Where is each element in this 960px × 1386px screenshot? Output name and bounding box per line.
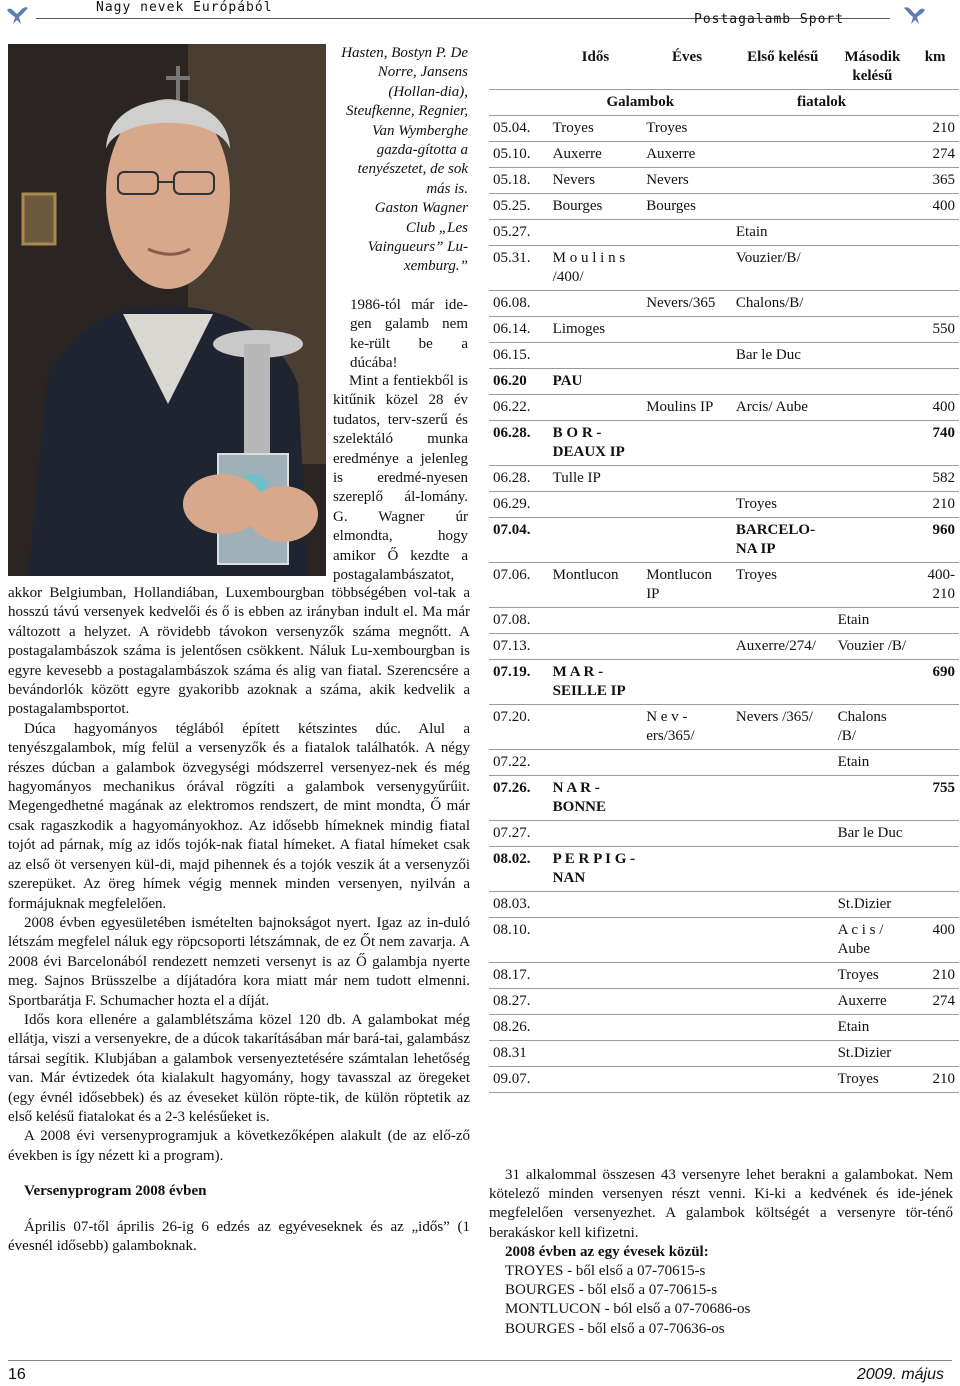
cell-km: [911, 750, 959, 776]
cell-year: [642, 1041, 732, 1067]
cell-km: 400: [911, 194, 959, 220]
cell-year: Troyes: [642, 116, 732, 142]
cell-first: Bar le Duc: [732, 343, 834, 369]
cell-second: [834, 168, 912, 194]
cell-km: 400: [911, 918, 959, 963]
cell-second: St.Dizier: [834, 1041, 912, 1067]
cell-first: [732, 750, 834, 776]
footer-divider: [8, 1360, 952, 1361]
cell-km: [911, 246, 959, 291]
table-row: [489, 989, 959, 1015]
cell-date: 05.31.: [489, 246, 549, 291]
cell-date: 08.17.: [489, 963, 549, 989]
cell-old: Montlucon: [549, 563, 643, 608]
cell-old: [549, 1041, 643, 1067]
body-paragraph: Dúca hagyományos téglából épített kétszintes dúc. Alul a tenyészgalambok, míg felül a versenyzők és a fiatalok találhatók. A négy részes dúcban a galambok özvegységi módszerrel versenyez-nek és még hagyományos mechanikus órával rögzíti a galambok versenygyűrűit. Megengedhetné magának az elektromos rendszert, de mint mondta, Ő már csak ragaszkodik a hagyományokhoz. Az idősebb hímeknek mindig fiatal tojót ad párnak, míg az idős tojók-nak fiatal hímeket. A fiatal hímeket csak az első öt versenyen kül-di, majd pihennek és a tojók veszik át a versenyzői szerepüket. Az öreg hímek végig mennek minden versenyen, nyilván a formájuknak megfelelően.: [8, 720, 470, 912]
sidebar-paragraph: Mint a fentiekből is kitűnik közel 28 év tudatos, terv-szerű és szelektáló munka eredménye a jelenleg is eredmé-nyesen szereplő ál-lomány. G. Wagner úr elmondta, hogy amikor Ő kezdte a postagalambászatot,: [333, 373, 468, 584]
sidebar-italic-paragraph: Gaston Wagner Club „Les Vaingueurs” Lu-xemburg.”: [367, 200, 468, 275]
cell-second: Etain: [834, 608, 912, 634]
list-item: BOURGES - ből első a 07-70636-os: [505, 1320, 725, 1337]
cell-first: [732, 116, 834, 142]
cell-date: 06.28.: [489, 421, 549, 466]
cell-km: [911, 705, 959, 750]
sidebar-text-2: [333, 372, 468, 585]
article-body: [8, 584, 470, 1256]
cell-old: [549, 989, 643, 1015]
cell-km: 582: [911, 466, 959, 492]
table-row: [489, 963, 959, 989]
cell-old: [549, 821, 643, 847]
table-subheader-row: [489, 90, 959, 116]
col-yearling: Éves: [642, 45, 732, 90]
cell-year: [642, 989, 732, 1015]
cell-year: [642, 963, 732, 989]
cell-old: N A R - BONNE: [549, 776, 643, 821]
cell-km: 210: [911, 116, 959, 142]
cell-year: Moulins IP: [642, 395, 732, 421]
cell-year: [642, 821, 732, 847]
table-row: [489, 369, 959, 395]
cell-date: 08.31: [489, 1041, 549, 1067]
cell-km: 274: [911, 989, 959, 1015]
cell-second: [834, 246, 912, 291]
table-row: [489, 421, 959, 466]
cell-date: 08.02.: [489, 847, 549, 892]
table-row: [489, 563, 959, 608]
cell-date: 06.08.: [489, 291, 549, 317]
cell-second: Troyes: [834, 1067, 912, 1093]
cell-km: [911, 821, 959, 847]
cell-year: [642, 317, 732, 343]
table-row: [489, 246, 959, 291]
cell-old: [549, 291, 643, 317]
cell-second: [834, 291, 912, 317]
cell-km: [911, 1041, 959, 1067]
cell-year: [642, 918, 732, 963]
cell-first: Chalons/B/: [732, 291, 834, 317]
cell-old: [549, 492, 643, 518]
table-row: [489, 168, 959, 194]
cell-second: A c i s / Aube: [834, 918, 912, 963]
cell-date: 05.27.: [489, 220, 549, 246]
cell-second: [834, 395, 912, 421]
table-row: [489, 634, 959, 660]
cell-km: [911, 369, 959, 395]
cell-km: 960: [911, 518, 959, 563]
cell-year: [642, 466, 732, 492]
body-paragraph: Idős kora ellenére a galamblétszáma közel 120 db. A galambokat még ellátja, viszi a versenyekre, de a dúcok takarításában már bará-tai, galambász társai segítik. Klubjában a galambok versenyeztetésére számtalan lehetőség van. Már évtizedek óta kialakult hagyomány, hogy tavasszal az öregeket (egy évnél idősebbek) és az éveseket külön röpte-tik, de külön röptetik az első kelésű fiatalokat és a 2-3 kelésűeket is.: [8, 1011, 470, 1125]
cell-year: [642, 343, 732, 369]
list-item: TROYES - ből első a 07-70615-s: [505, 1263, 706, 1280]
table-row: [489, 1041, 959, 1067]
cell-year: [642, 776, 732, 821]
cell-year: [642, 892, 732, 918]
cell-date: 07.04.: [489, 518, 549, 563]
cell-first: [732, 892, 834, 918]
cell-old: [549, 1015, 643, 1041]
cell-second: [834, 343, 912, 369]
winners-list: [489, 1243, 953, 1339]
cell-date: 05.18.: [489, 168, 549, 194]
table-row: [489, 194, 959, 220]
cell-km: [911, 634, 959, 660]
table-row: [489, 847, 959, 892]
summary-paragraph: 31 alkalommal összesen 43 versenyre lehet berakni a galambokat. Nem kötelező minden versenyen részt venni. Ki-ki a kedvének és ide-jének megfelelően versenyezhet. A galambok költségét a versenyre tör-ténő berakáskor kell kifizetni.: [489, 1167, 953, 1241]
cell-old: Nevers: [549, 168, 643, 194]
cell-second: [834, 317, 912, 343]
cell-second: [834, 776, 912, 821]
cell-date: 08.27.: [489, 989, 549, 1015]
cell-second: [834, 518, 912, 563]
cell-first: [732, 847, 834, 892]
cell-date: 07.26.: [489, 776, 549, 821]
cell-old: P E R P I G - NAN: [549, 847, 643, 892]
cell-date: 05.04.: [489, 116, 549, 142]
table-header-row: [489, 45, 959, 90]
cell-first: Troyes: [732, 492, 834, 518]
table-row: [489, 317, 959, 343]
cell-year: [642, 660, 732, 705]
cell-first: [732, 821, 834, 847]
cell-old: B O R - DEAUX IP: [549, 421, 643, 466]
cell-date: 05.10.: [489, 142, 549, 168]
table-row: [489, 750, 959, 776]
cell-year: Auxerre: [642, 142, 732, 168]
table-row: [489, 142, 959, 168]
cell-old: [549, 750, 643, 776]
table-row: [489, 466, 959, 492]
cell-old: [549, 220, 643, 246]
cell-old: [549, 608, 643, 634]
cell-first: [732, 1041, 834, 1067]
cell-first: [732, 776, 834, 821]
cell-first: [732, 660, 834, 705]
cell-year: [642, 634, 732, 660]
cell-date: 07.13.: [489, 634, 549, 660]
cell-first: [732, 466, 834, 492]
body-paragraph: A 2008 évi versenyprogramjuk a következőképen alakult (de az elő-ző években is így nézett ki a program).: [8, 1128, 470, 1164]
col-second-round: Második kelésű: [834, 45, 912, 90]
list-item: MONTLUCON - ból első a 07-70686-os: [505, 1301, 751, 1318]
body-paragraph: akkor Belgiumban, Hollandiában, Luxembourgban többségében vol-tak a hosszú távú versenyek kedvelői és ő is ebben az irányban indult el. Ma már változott a helyzet. A rövidebb távokon versenyzők száma megnőtt. A postagalambászok száma is jelentősen csökkent. Náluk Lu-xembourgban is egyre kevesebb a postagalambászok száma és alig van fiatal. Szerencsére a bevándorlók között egyre gyakoribb azoknak a száma, akik kedvelik a postagalambsportot.: [8, 585, 470, 718]
cell-date: 07.22.: [489, 750, 549, 776]
subheader-pigeons: Galambok: [549, 90, 732, 116]
cell-year: [642, 847, 732, 892]
after-table-section: [489, 1166, 953, 1339]
cell-first: [732, 194, 834, 220]
cell-year: [642, 220, 732, 246]
cell-old: [549, 892, 643, 918]
cell-first: Etain: [732, 220, 834, 246]
cell-year: Nevers: [642, 168, 732, 194]
table-row: [489, 821, 959, 847]
cell-second: Auxerre: [834, 989, 912, 1015]
cell-first: Arcis/ Aube: [732, 395, 834, 421]
cell-date: 08.10.: [489, 918, 549, 963]
cell-date: 07.20.: [489, 705, 549, 750]
table-row: [489, 116, 959, 142]
cell-old: [549, 634, 643, 660]
table-row: [489, 705, 959, 750]
cell-km: [911, 343, 959, 369]
cell-date: 06.28.: [489, 466, 549, 492]
cell-second: [834, 369, 912, 395]
table-row: [489, 343, 959, 369]
cell-first: [732, 168, 834, 194]
cell-old: M A R - SEILLE IP: [549, 660, 643, 705]
cell-second: Etain: [834, 1015, 912, 1041]
cell-first: Nevers /365/: [732, 705, 834, 750]
cell-km: [911, 847, 959, 892]
cell-date: 06.20: [489, 369, 549, 395]
table-row: [489, 1015, 959, 1041]
cell-old: M o u l i n s /400/: [549, 246, 643, 291]
cell-date: 09.07.: [489, 1067, 549, 1093]
cell-old: [549, 518, 643, 563]
cell-date: 06.15.: [489, 343, 549, 369]
cell-year: [642, 1067, 732, 1093]
cell-second: Etain: [834, 750, 912, 776]
cell-second: [834, 142, 912, 168]
cell-first: [732, 142, 834, 168]
cell-first: [732, 1015, 834, 1041]
table-row: [489, 220, 959, 246]
cell-second: [834, 116, 912, 142]
cell-second: Chalons /B/: [834, 705, 912, 750]
table-row: [489, 1067, 959, 1093]
cell-second: St.Dizier: [834, 892, 912, 918]
list-item: BOURGES - ből első a 07-70615-s: [505, 1282, 718, 1299]
cell-km: 690: [911, 660, 959, 705]
cell-old: Bourges: [549, 194, 643, 220]
cell-year: [642, 608, 732, 634]
cell-date: 05.25.: [489, 194, 549, 220]
table-row: [489, 892, 959, 918]
cell-date: 07.19.: [489, 660, 549, 705]
cell-date: 06.29.: [489, 492, 549, 518]
sidebar-paragraph: 1986-tól már ide-gen galamb nem ke-rült be a dúcába!: [350, 297, 468, 372]
cell-year: [642, 750, 732, 776]
cell-old: PAU: [549, 369, 643, 395]
body-paragraph: 2008 évben egyesületében ismételten bajnokságot nyert. Igaz az in-duló létszám megfelel náluk egy röpcsoporti létszámnak, de ez Őt nem zavarja. A 2008 évi Barcelonából rendezett nemzeti versenyt is az Ő galambja nyerte meg. Sajnos Brüsszelbe a díjátadóra kora miatt már nem tudott elmenni. Sportbarátja F. Schumacher hozta el a díját.: [8, 914, 470, 1009]
cell-year: N e v - ers/365/: [642, 705, 732, 750]
page-number: 16: [8, 1366, 26, 1383]
cell-year: [642, 1015, 732, 1041]
cell-first: BARCELO-NA IP: [732, 518, 834, 563]
cell-km: [911, 608, 959, 634]
cell-km: 365: [911, 168, 959, 194]
breeder-photo: [8, 44, 326, 576]
cell-first: [732, 369, 834, 395]
cell-second: Vouzier /B/: [834, 634, 912, 660]
header-left-title: Nagy nevek Európából: [96, 0, 273, 15]
cell-old: [549, 918, 643, 963]
cell-second: [834, 660, 912, 705]
cell-old: [549, 395, 643, 421]
pigeon-icon: [902, 2, 928, 28]
race-schedule-table: [489, 45, 959, 1093]
cell-second: [834, 220, 912, 246]
table-body: [489, 116, 959, 1093]
sidebar-italic-text: [332, 44, 468, 277]
cell-date: 08.03.: [489, 892, 549, 918]
table-row: [489, 492, 959, 518]
cell-year: [642, 246, 732, 291]
cell-km: 755: [911, 776, 959, 821]
cell-date: 08.26.: [489, 1015, 549, 1041]
cell-old: [549, 963, 643, 989]
cell-date: 07.06.: [489, 563, 549, 608]
cell-year: [642, 518, 732, 563]
col-km: km: [911, 45, 959, 90]
winners-list-title: 2008 évben az egy évesek közül:: [505, 1243, 709, 1260]
cell-second: [834, 563, 912, 608]
cell-second: [834, 194, 912, 220]
cell-old: Limoges: [549, 317, 643, 343]
cell-first: [732, 608, 834, 634]
cell-first: [732, 963, 834, 989]
col-first-round: Első kelésű: [732, 45, 834, 90]
table-row: [489, 395, 959, 421]
issue-date: 2009. május: [856, 1366, 944, 1383]
table-row: [489, 776, 959, 821]
cell-km: 210: [911, 492, 959, 518]
cell-km: [911, 220, 959, 246]
cell-old: [549, 705, 643, 750]
cell-km: [911, 1015, 959, 1041]
cell-date: 07.27.: [489, 821, 549, 847]
table-row: [489, 291, 959, 317]
cell-old: Troyes: [549, 116, 643, 142]
cell-km: 400: [911, 395, 959, 421]
cell-km: 400-210: [911, 563, 959, 608]
cell-old: [549, 1067, 643, 1093]
program-text: Április 07-től április 26-ig 6 edzés az egyéveseknek és az „idős” (1 évesnél idősebb) galamboknak.: [8, 1218, 470, 1254]
cell-second: Troyes: [834, 963, 912, 989]
cell-km: 274: [911, 142, 959, 168]
cell-year: Nevers/365: [642, 291, 732, 317]
cell-old: Tulle IP: [549, 466, 643, 492]
pigeon-icon: [4, 2, 30, 28]
cell-second: [834, 421, 912, 466]
table-row: [489, 660, 959, 705]
cell-first: [732, 918, 834, 963]
program-title: Versenyprogram 2008 évben: [24, 1183, 207, 1200]
cell-first: Auxerre/274/: [732, 634, 834, 660]
cell-date: 06.14.: [489, 317, 549, 343]
cell-second: [834, 466, 912, 492]
table-row: [489, 518, 959, 563]
table-row: [489, 918, 959, 963]
cell-km: 210: [911, 1067, 959, 1093]
sidebar-italic-paragraph: Hasten, Bostyn P. De Norre, Jansens (Hollan-dia), Steufkenne, Regnier, Van Wymberghe gazda-gította a tenyészetet, de sok más is.: [341, 45, 468, 197]
sidebar-text-1: [350, 296, 468, 374]
cell-old: Auxerre: [549, 142, 643, 168]
cell-first: [732, 1067, 834, 1093]
header-right-title: Postagalamb Sport: [694, 12, 845, 27]
cell-first: [732, 421, 834, 466]
cell-year: [642, 492, 732, 518]
cell-km: 550: [911, 317, 959, 343]
cell-km: 740: [911, 421, 959, 466]
cell-year: [642, 421, 732, 466]
cell-year: [642, 369, 732, 395]
cell-km: 210: [911, 963, 959, 989]
cell-first: [732, 989, 834, 1015]
table-row: [489, 608, 959, 634]
cell-second: [834, 492, 912, 518]
cell-second: [834, 847, 912, 892]
cell-km: [911, 892, 959, 918]
cell-year: Montlucon IP: [642, 563, 732, 608]
cell-date: 06.22.: [489, 395, 549, 421]
cell-first: Vouzier/B/: [732, 246, 834, 291]
cell-year: Bourges: [642, 194, 732, 220]
col-old: Idős: [549, 45, 643, 90]
subheader-young: fiatalok: [732, 90, 911, 116]
cell-old: [549, 343, 643, 369]
cell-km: [911, 291, 959, 317]
cell-first: Troyes: [732, 563, 834, 608]
page-header: [0, 0, 960, 36]
cell-date: 07.08.: [489, 608, 549, 634]
cell-first: [732, 317, 834, 343]
cell-second: Bar le Duc: [834, 821, 912, 847]
